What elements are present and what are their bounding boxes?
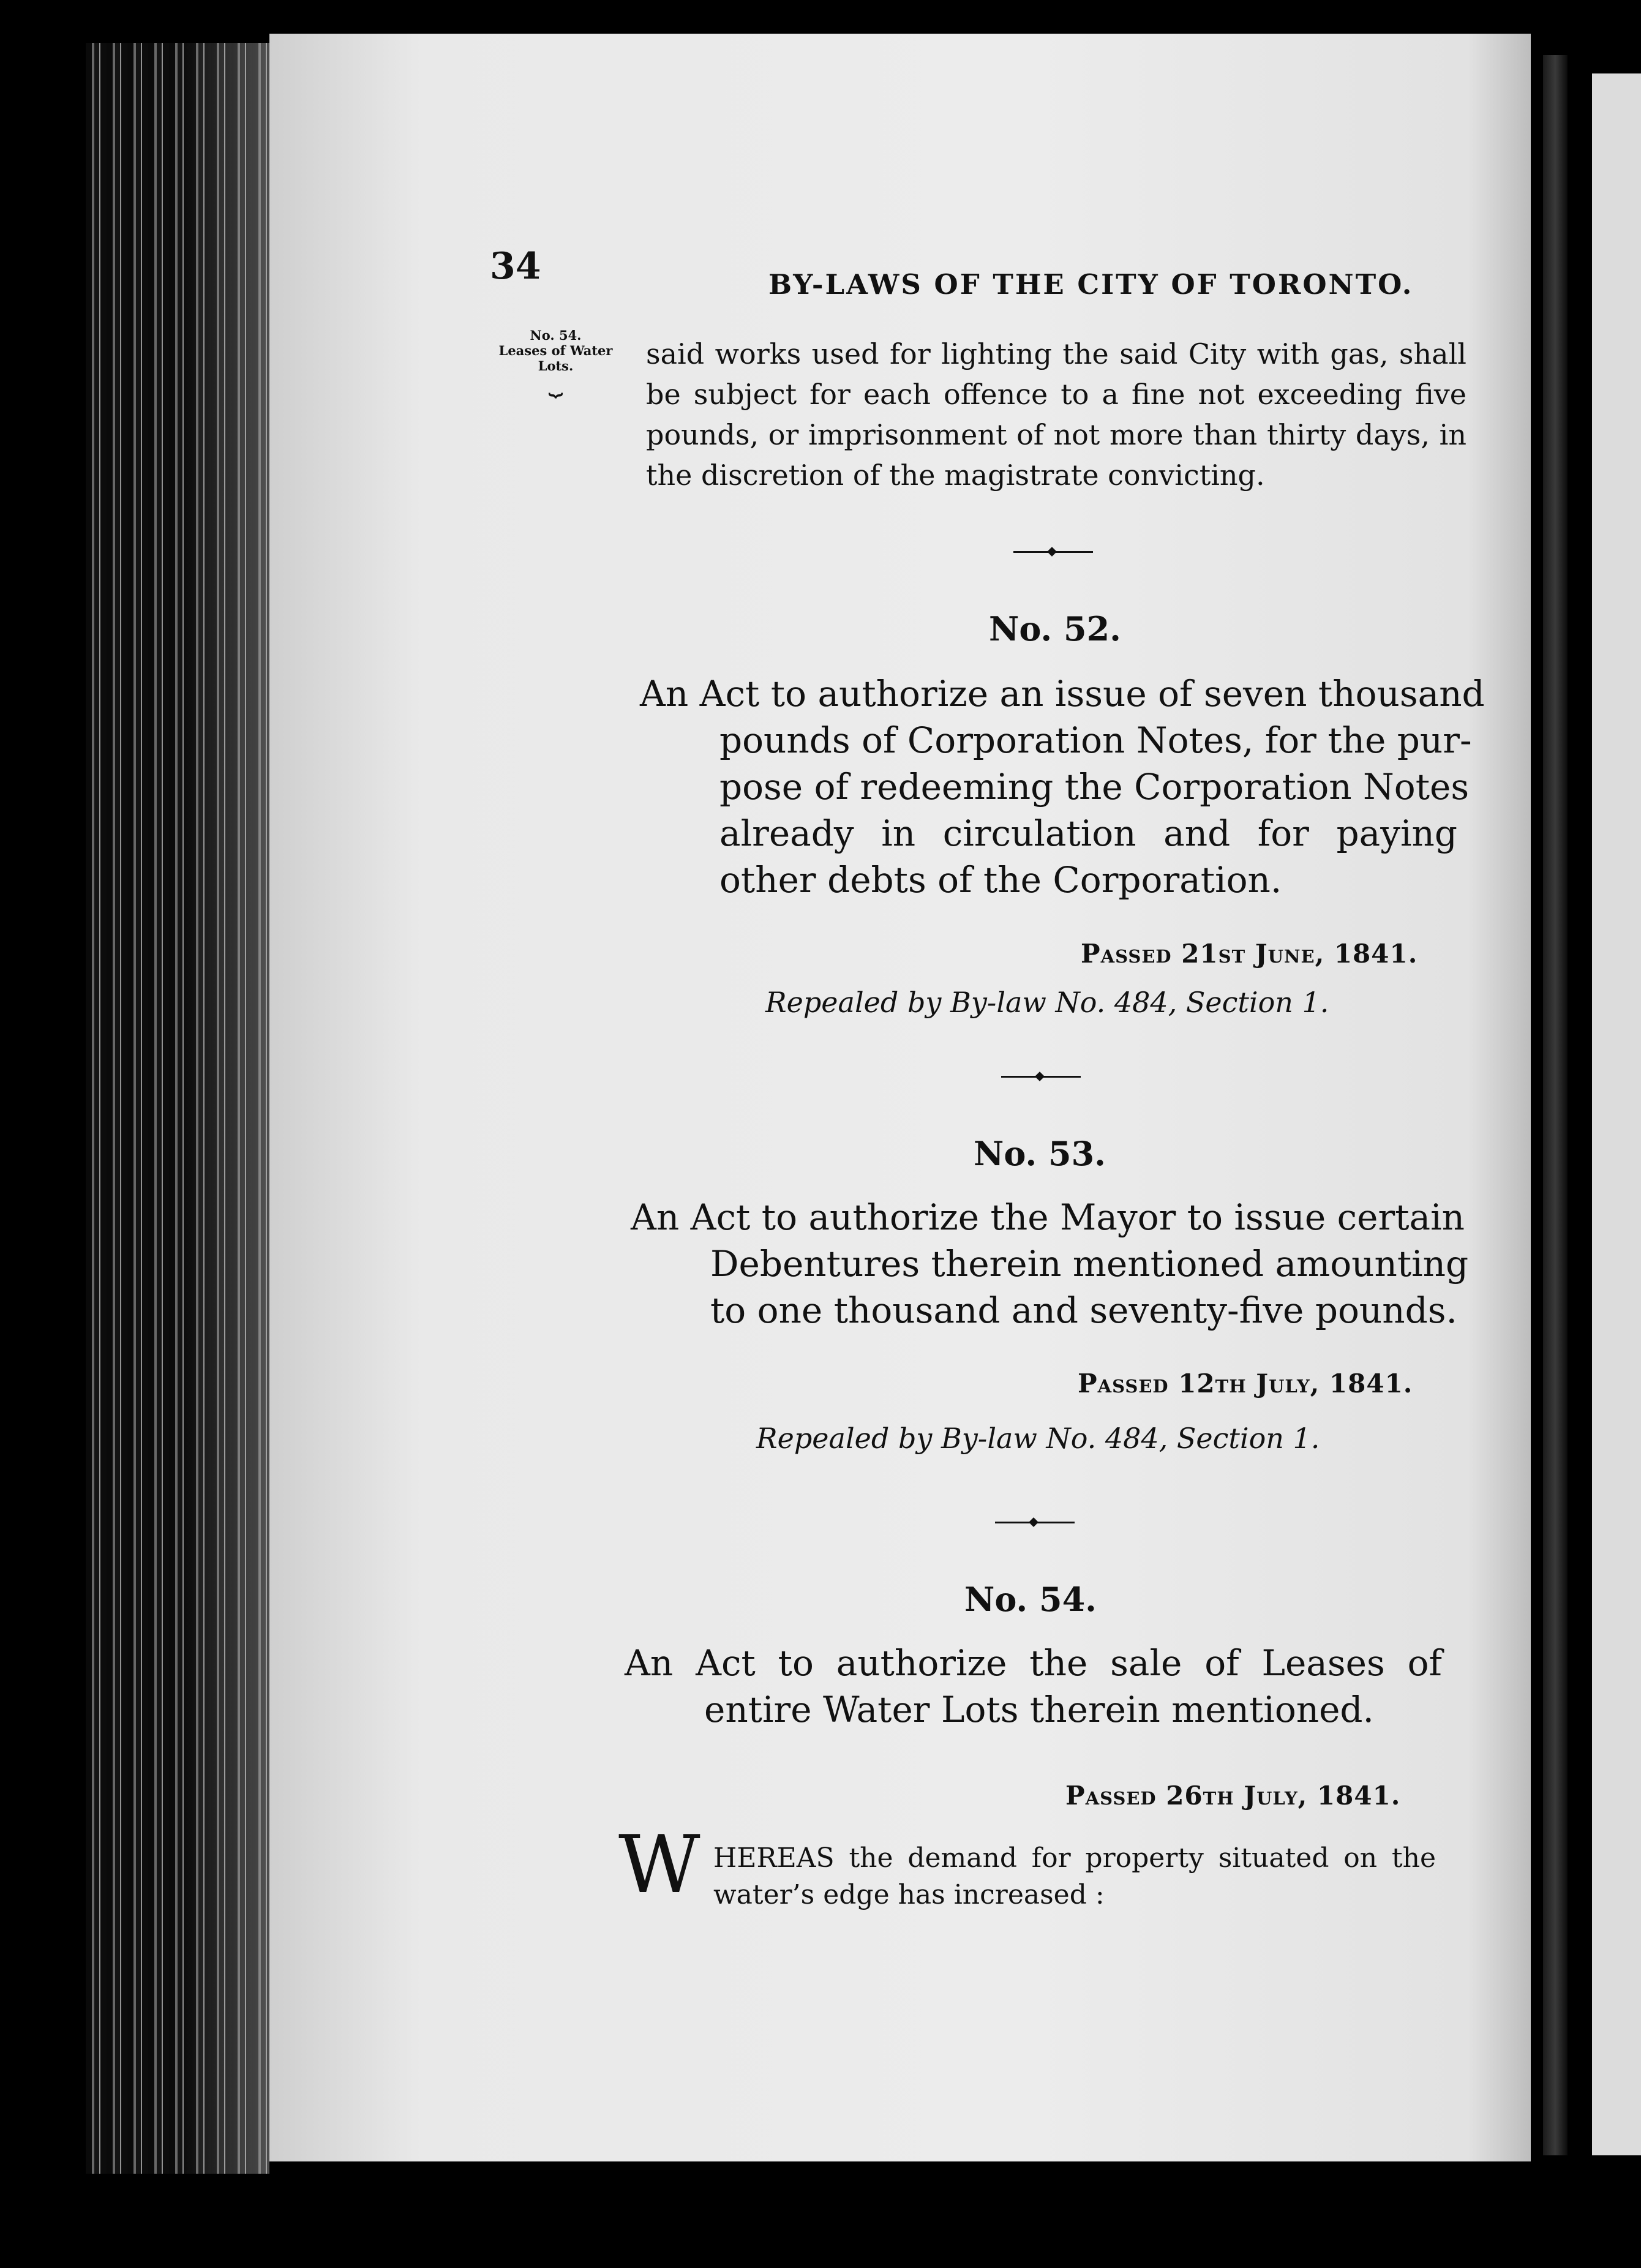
bylaw-title-line: Debentures therein mentioned amounting	[710, 1243, 1469, 1285]
bylaw-number: No. 53.	[974, 1134, 1106, 1173]
preamble-line: water’s edge has increased :	[713, 1879, 1105, 1910]
bylaw-title	[631, 1194, 1469, 1334]
preamble-line: HEREAS the demand for property situated on the	[713, 1842, 1436, 1874]
bylaw-title-line: pose of redeeming the Corporation Notes	[719, 766, 1470, 808]
page-number: 34	[490, 245, 541, 288]
margin-note-line: Leases of Water	[498, 343, 613, 358]
bylaw-title-line: already in circulation and for paying	[719, 813, 1457, 854]
bylaw-title-line: other debts of the Corporation.	[719, 859, 1282, 901]
bylaw-title-line: An Act to authorize the Mayor to issue certain	[631, 1196, 1465, 1238]
margin-note-line: Lots.	[538, 358, 574, 374]
paragraph-line: said works used for lighting the said City with gas, shall	[646, 337, 1466, 370]
bylaw-title	[625, 1640, 1442, 1733]
section-divider	[995, 1517, 1075, 1527]
bylaw-title-line: pounds of Corporation Notes, for the pur-	[719, 719, 1472, 761]
page-edge	[1543, 55, 1568, 2155]
passed-date: Passed 26th July, 1841.	[1065, 1781, 1401, 1811]
binding-shadow	[184, 43, 269, 2174]
bylaw-title	[640, 670, 1485, 903]
running-title: BY-LAWS OF THE CITY OF TORONTO.	[768, 268, 1414, 301]
brace-ornament: ⏟	[548, 369, 563, 397]
bylaw-title-line: An Act to authorize the sale of Leases of	[625, 1642, 1442, 1684]
adjacent-page	[1592, 73, 1641, 2155]
section-divider	[1001, 1072, 1081, 1081]
repeal-note: Repealed by By-law No. 484, Section 1.	[756, 1422, 1320, 1455]
bylaw-title-line: to one thousand and seventy-five pounds.	[710, 1290, 1457, 1331]
bylaw-number: No. 54.	[964, 1580, 1097, 1619]
paragraph-line: the discretion of the magistrate convicting.	[646, 459, 1265, 492]
margin-note	[490, 328, 621, 397]
bylaw-number: No. 52.	[989, 609, 1121, 648]
section-divider	[1013, 547, 1093, 557]
bylaw-title-line: entire Water Lots therein mentioned.	[704, 1689, 1374, 1730]
drop-cap: W	[618, 1818, 700, 1911]
paragraph-line: be subject for each offence to a fine not exceeding five	[646, 378, 1466, 411]
repeal-note: Repealed by By-law No. 484, Section 1.	[765, 986, 1329, 1019]
preamble-text	[713, 1840, 1436, 1913]
passed-date: Passed 12th July, 1841.	[1078, 1369, 1413, 1399]
bylaw-title-line: An Act to authorize an issue of seven thousand	[640, 673, 1485, 715]
continued-paragraph	[646, 334, 1466, 495]
margin-note-line: No. 54.	[530, 328, 582, 343]
passed-date: Passed 21st June, 1841.	[1081, 939, 1418, 969]
paragraph-line: pounds, or imprisonment of not more than thirty days, in	[646, 418, 1466, 451]
